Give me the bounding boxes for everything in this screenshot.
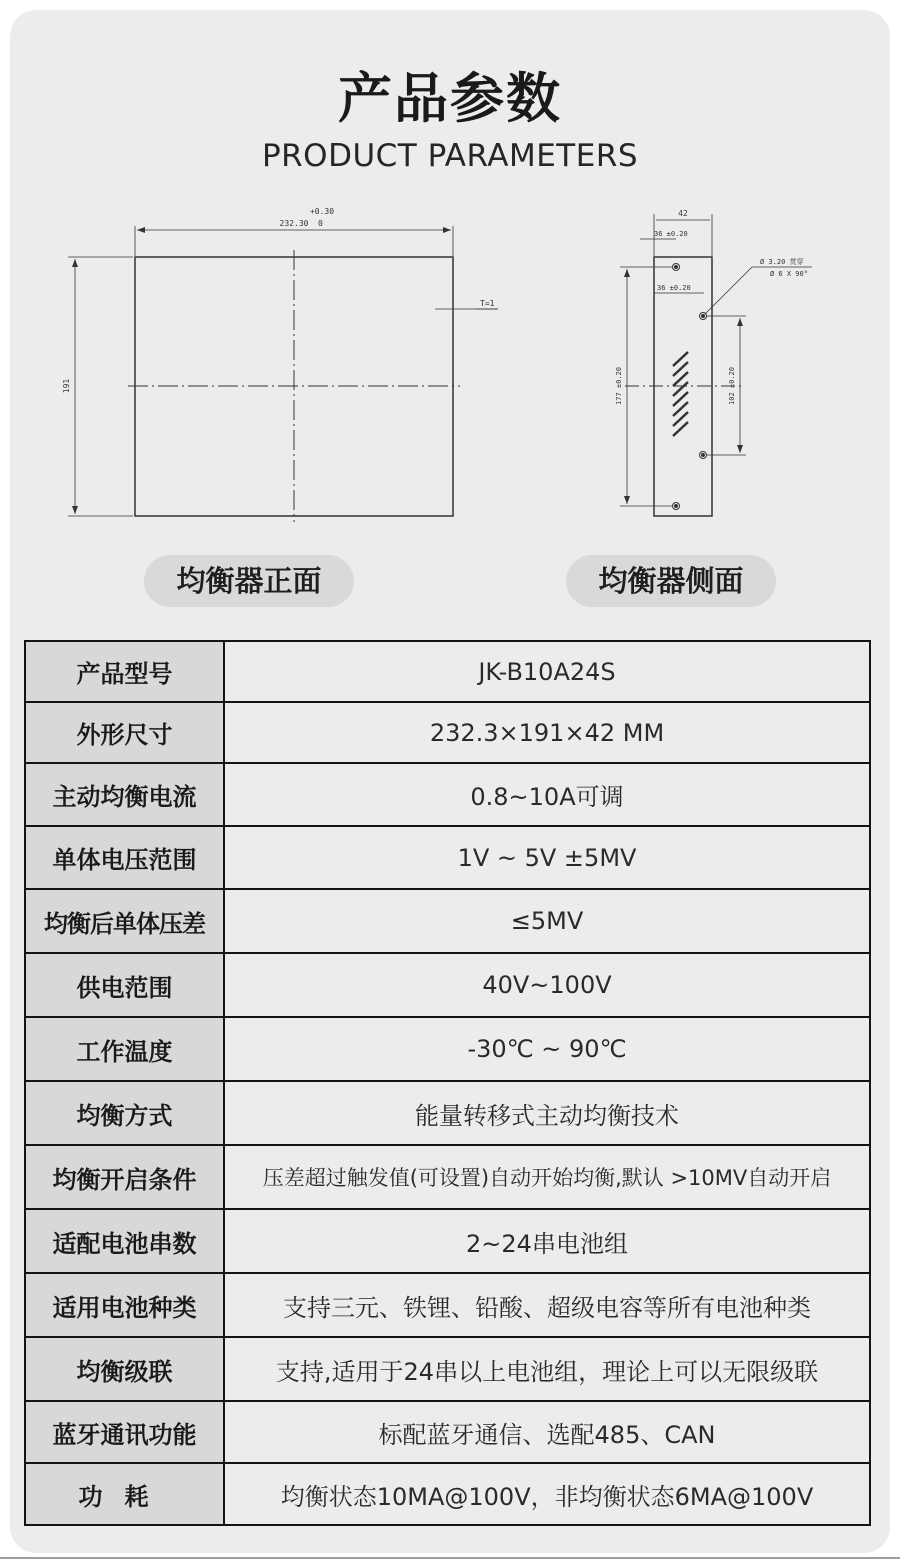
page-title: 产品参数 <box>338 67 562 130</box>
param-value: JK-B10A24S <box>224 641 870 702</box>
table-row <box>25 1209 870 1273</box>
param-value: 支持三元、铁锂、铅酸、超级电容等所有电池种类 <box>224 1273 870 1337</box>
table-row <box>25 1273 870 1337</box>
param-value: 1V ~ 5V ±5MV <box>224 826 870 889</box>
table-row <box>25 1145 870 1209</box>
front-thickness-label: T=1 <box>480 299 495 308</box>
param-value: 压差超过触发值(可设置)自动开始均衡,默认 >10MV自动开启 <box>224 1145 870 1209</box>
front-width-dimension: 232.30 <box>279 219 309 228</box>
param-key: 均衡后单体压差 <box>25 889 224 953</box>
front-height-dimension: 191 <box>62 378 71 394</box>
param-value: ≤5MV <box>224 889 870 953</box>
table-row <box>25 826 870 889</box>
side-hole-note-2: Ø 6 X 90° <box>770 270 808 278</box>
side-hole-note-1: Ø 3.20 贯穿 <box>760 258 804 266</box>
table-row <box>25 1401 870 1463</box>
divider <box>0 1557 900 1559</box>
param-key: 供电范围 <box>25 953 224 1017</box>
param-value: 能量转移式主动均衡技术 <box>224 1081 870 1145</box>
param-value: 标配蓝牙通信、选配485、CAN <box>224 1401 870 1463</box>
param-key: 外形尺寸 <box>25 702 224 763</box>
table-row <box>25 702 870 763</box>
param-value: -30℃ ~ 90℃ <box>224 1017 870 1081</box>
param-key: 均衡级联 <box>25 1337 224 1401</box>
param-key: 工作温度 <box>25 1017 224 1081</box>
side-hole-spacing-dimension: 102 ±0.20 <box>728 367 736 405</box>
param-key: 蓝牙通讯功能 <box>25 1401 224 1463</box>
param-key: 适用电池种类 <box>25 1273 224 1337</box>
front-width-tolerance-upper: +0.30 <box>309 207 335 216</box>
param-value: 支持,适用于24串以上电池组，理论上可以无限级联 <box>224 1337 870 1401</box>
param-key: 主动均衡电流 <box>25 763 224 826</box>
param-key: 产品型号 <box>25 641 224 702</box>
technical-drawing <box>0 190 900 530</box>
param-key: 适配电池串数 <box>25 1209 224 1273</box>
table-row <box>25 889 870 953</box>
param-key: 单体电压范围 <box>25 826 224 889</box>
table-row <box>25 1081 870 1145</box>
param-value: 2~24串电池组 <box>224 1209 870 1273</box>
param-value: 均衡状态10MA@100V，非均衡状态6MA@100V <box>224 1463 870 1525</box>
parameters-table <box>24 640 871 1526</box>
side-height-dimension: 177 ±0.20 <box>615 367 623 405</box>
front-view-label: 均衡器正面 <box>144 555 354 607</box>
param-value: 0.8~10A可调 <box>224 763 870 826</box>
page-subtitle: PRODUCT PARAMETERS <box>261 138 639 174</box>
side-depth-dimension: 42 <box>678 209 688 218</box>
front-width-tolerance-lower: 0 <box>318 219 323 228</box>
table-row <box>25 953 870 1017</box>
param-value: 40V~100V <box>224 953 870 1017</box>
table-row <box>25 763 870 826</box>
front-view-drawing <box>68 226 498 522</box>
table-row <box>25 1463 870 1525</box>
param-key: 功耗 <box>25 1463 224 1525</box>
side-view-label: 均衡器侧面 <box>566 555 776 607</box>
side-hole-offset-top: 36 ±0.20 <box>654 230 688 238</box>
table-row <box>25 1337 870 1401</box>
param-value: 232.3×191×42 MM <box>224 702 870 763</box>
table-row <box>25 1017 870 1081</box>
table-row <box>25 641 870 702</box>
param-key: 均衡方式 <box>25 1081 224 1145</box>
param-key: 均衡开启条件 <box>25 1145 224 1209</box>
side-hole-offset-mid: 36 ±0.20 <box>657 284 691 292</box>
